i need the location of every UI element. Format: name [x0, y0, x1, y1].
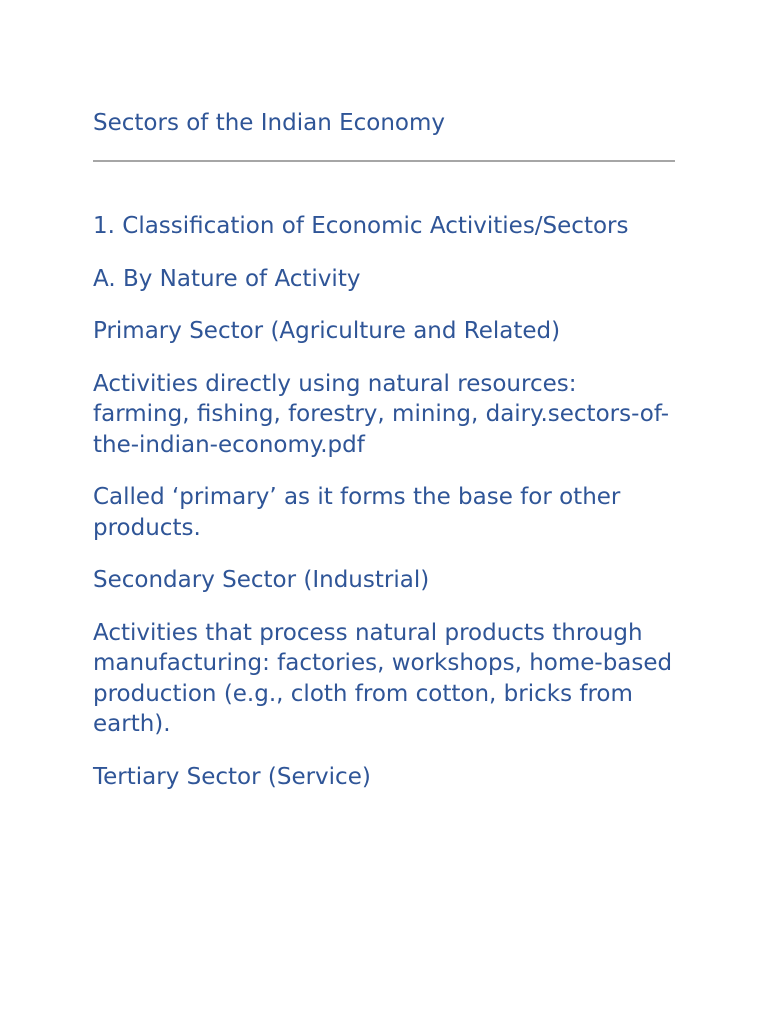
section-heading-classification: 1. Classification of Economic Activities/Sectors [93, 213, 629, 239]
document-body [93, 211, 675, 792]
primary-sector-note: Called ‘primary’ as it forms the base for other products. [93, 484, 621, 541]
document-page [93, 106, 675, 814]
secondary-sector-description: Activities that process natural products through manufacturing: factories, workshops, home-based production (e.g., cloth from cotton, bricks from earth). [93, 619, 673, 737]
primary-sector-description: Activities directly using natural resources: farming, fishing, forestry, mining, dairy.sectors-of-the-indian-economy.pdf [93, 370, 670, 458]
heading-secondary-sector: Secondary Sector (Industrial) [93, 567, 430, 593]
document-title: Sectors of the Indian Economy [93, 110, 446, 136]
heading-primary-sector: Primary Sector (Agriculture and Related) [93, 318, 561, 344]
heading-tertiary-sector: Tertiary Sector (Service) [93, 763, 371, 790]
subheading-nature-of-activity: A. By Nature of Activity [93, 265, 361, 292]
title-divider [93, 160, 675, 162]
